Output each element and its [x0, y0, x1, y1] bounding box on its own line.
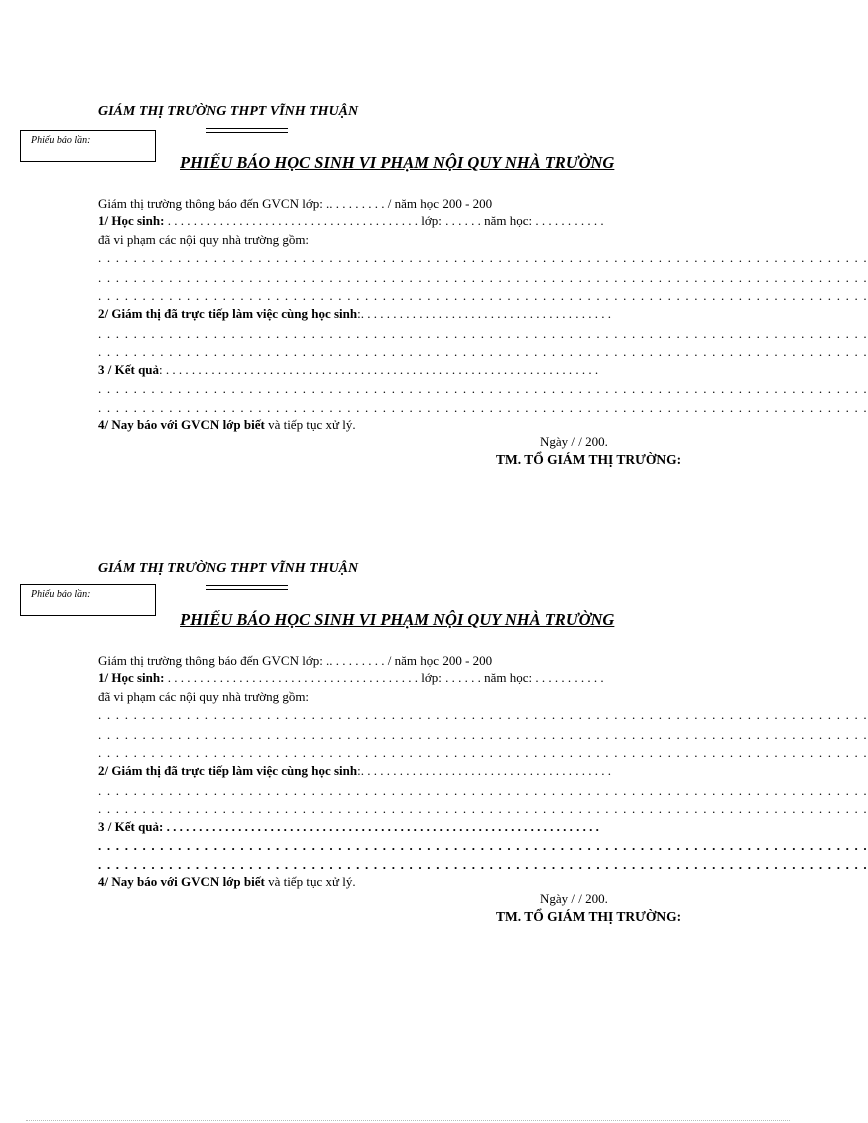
report-fill: và tiếp tục xử lý.: [264, 874, 356, 889]
result-fill: : . . . . . . . . . . . . . . . . . . . . . . . . . . . . . . . . . . . . . . . . . . . . . . . . . . . . . . . . . . . . . . . . . . .: [159, 819, 599, 834]
dot-row: . . . . . . . . . . . . . . . . . . . . . . . . . . . . . . . . . . . . . . . . . . . . . . . . . . . . . . . . . . . . . . . . . . . . . . . . . . . . . . . . . . . . . . .: [98, 707, 868, 722]
result-label: 3 / Kết quả: [98, 362, 160, 377]
notice-count-box: [20, 584, 156, 616]
report-line: [98, 874, 356, 890]
intro-line: Giám thị trường thông báo đến GVCN lớp: .. . . . . . . . . / năm học 200 - 200: [98, 196, 493, 211]
dot-row: . . . . . . . . . . . . . . . . . . . . . . . . . . . . . . . . . . . . . . . . . . . . . . . . . . . . . . . . . . . . . . . . . . . . . . . . . . . . . . . . . . . . . . .: [98, 344, 868, 359]
violation-line: đã vi phạm các nội quy nhà trường gồm:: [98, 689, 310, 704]
notice-count-label: Phiếu báo lần:: [31, 135, 91, 146]
school-heading: GIÁM THỊ TRƯỜNG THPT VĨNH THUẬN: [98, 104, 359, 119]
dot-row: . . . . . . . . . . . . . . . . . . . . . . . . . . . . . . . . . . . . . . . . . . . . . . . . . . . . . . . . . . . . . . . . . . . . . . . . . . . . . . . . . . . . . . .: [98, 400, 868, 415]
student-line: [98, 213, 604, 229]
dot-row: . . . . . . . . . . . . . . . . . . . . . . . . . . . . . . . . . . . . . . . . . . . . . . . . . . . . . . . . . . . . . . . . . . . . . . . . . . . . . . . . . . . . . . .: [98, 250, 868, 265]
date-line: Ngày / / 200.: [540, 434, 608, 449]
dot-row: . . . . . . . . . . . . . . . . . . . . . . . . . . . . . . . . . . . . . . . . . . . . . . . . . . . . . . . . . . . . . . . . . . . . . . . . . . . . . . . . . . . . . . .: [98, 270, 868, 285]
date-line: Ngày / / 200.: [540, 891, 608, 906]
dot-row: . . . . . . . . . . . . . . . . . . . . . . . . . . . . . . . . . . . . . . . . . . . . . . . . . . . . . . . . . . . . . . . . . . . . . . . . . . . . . . . . . . . . . . .: [98, 838, 868, 853]
dot-row: . . . . . . . . . . . . . . . . . . . . . . . . . . . . . . . . . . . . . . . . . . . . . . . . . . . . . . . . . . . . . . . . . . . . . . . . . . . . . . . . . . . . . . .: [98, 326, 868, 341]
result-line: [98, 362, 598, 378]
student-line: [98, 670, 604, 686]
supervisor-fill: :. . . . . . . . . . . . . . . . . . . . . . . . . . . . . . . . . . . . . . .: [357, 306, 612, 321]
dot-row: . . . . . . . . . . . . . . . . . . . . . . . . . . . . . . . . . . . . . . . . . . . . . . . . . . . . . . . . . . . . . . . . . . . . . . . . . . . . . . . . . . . . . . .: [98, 745, 868, 760]
intro-line: Giám thị trường thông báo đến GVCN lớp: .. . . . . . . . . / năm học 200 - 200: [98, 653, 493, 668]
supervisor-line: [98, 763, 611, 779]
student-label: 1/ Học sinh:: [98, 670, 165, 685]
supervisor-label: 2/ Giám thị đã trực tiếp làm việc cùng học sinh: [98, 763, 358, 778]
dot-row: . . . . . . . . . . . . . . . . . . . . . . . . . . . . . . . . . . . . . . . . . . . . . . . . . . . . . . . . . . . . . . . . . . . . . . . . . . . . . . . . . . . . . . .: [98, 381, 868, 396]
violation-line: đã vi phạm các nội quy nhà trường gồm:: [98, 232, 310, 247]
result-line: [98, 819, 599, 835]
supervisor-fill: :. . . . . . . . . . . . . . . . . . . . . . . . . . . . . . . . . . . . . . .: [357, 763, 612, 778]
report-fill: và tiếp tục xử lý.: [264, 417, 356, 432]
result-fill: : . . . . . . . . . . . . . . . . . . . . . . . . . . . . . . . . . . . . . . . . . . . . . . . . . . . . . . . . . . . . . . . . . . .: [159, 362, 599, 377]
page-footer-rule: [26, 1120, 790, 1121]
double-underline: [206, 585, 288, 590]
dot-row: . . . . . . . . . . . . . . . . . . . . . . . . . . . . . . . . . . . . . . . . . . . . . . . . . . . . . . . . . . . . . . . . . . . . . . . . . . . . . . . . . . . . . . .: [98, 288, 868, 303]
form-title: PHIẾU BÁO HỌC SINH VI PHẠM NỘI QUY NHÀ TRƯỜNG: [180, 153, 615, 172]
school-heading: GIÁM THỊ TRƯỜNG THPT VĨNH THUẬN: [98, 561, 359, 576]
dot-row: . . . . . . . . . . . . . . . . . . . . . . . . . . . . . . . . . . . . . . . . . . . . . . . . . . . . . . . . . . . . . . . . . . . . . . . . . . . . . . . . . . . . . . .: [98, 801, 868, 816]
form-title: PHIẾU BÁO HỌC SINH VI PHẠM NỘI QUY NHÀ TRƯỜNG: [180, 610, 615, 629]
dot-row: . . . . . . . . . . . . . . . . . . . . . . . . . . . . . . . . . . . . . . . . . . . . . . . . . . . . . . . . . . . . . . . . . . . . . . . . . . . . . . . . . . . . . . .: [98, 727, 868, 742]
signature-line: TM. TỔ GIÁM THỊ TRƯỜNG:: [496, 452, 682, 467]
notice-count-label: Phiếu báo lần:: [31, 589, 91, 600]
student-label: 1/ Học sinh:: [98, 213, 165, 228]
supervisor-line: [98, 306, 611, 322]
report-label: 4/ Nay báo với GVCN lớp biết: [98, 874, 265, 889]
dot-row: . . . . . . . . . . . . . . . . . . . . . . . . . . . . . . . . . . . . . . . . . . . . . . . . . . . . . . . . . . . . . . . . . . . . . . . . . . . . . . . . . . . . . . .: [98, 783, 868, 798]
double-underline: [206, 128, 288, 133]
student-fill: . . . . . . . . . . . . . . . . . . . . . . . . . . . . . . . . . . . . . . . lớp: . . . . . . năm học: . . . . . . . . . . .: [164, 670, 604, 685]
report-line: [98, 417, 356, 433]
student-fill: . . . . . . . . . . . . . . . . . . . . . . . . . . . . . . . . . . . . . . . lớp: . . . . . . năm học: . . . . . . . . . . .: [164, 213, 604, 228]
result-label: 3 / Kết quả: [98, 819, 160, 834]
dot-row: . . . . . . . . . . . . . . . . . . . . . . . . . . . . . . . . . . . . . . . . . . . . . . . . . . . . . . . . . . . . . . . . . . . . . . . . . . . . . . . . . . . . . . .: [98, 857, 868, 872]
report-label: 4/ Nay báo với GVCN lớp biết: [98, 417, 265, 432]
notice-count-box: [20, 130, 156, 162]
supervisor-label: 2/ Giám thị đã trực tiếp làm việc cùng học sinh: [98, 306, 358, 321]
signature-line: TM. TỔ GIÁM THỊ TRƯỜNG:: [496, 909, 682, 924]
